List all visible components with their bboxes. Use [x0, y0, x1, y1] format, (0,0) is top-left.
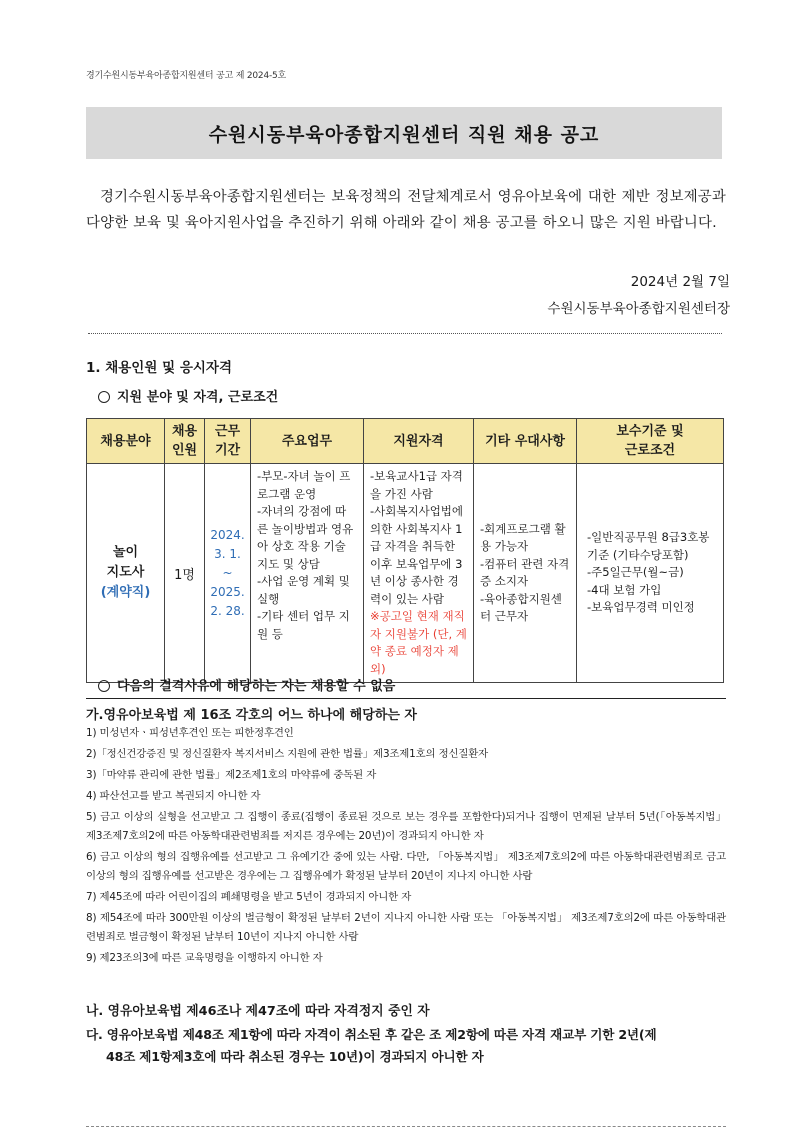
- header-cell: 보수기준 및 근로조건: [577, 419, 724, 464]
- preference-item: -컴퓨터 관련 자격증 소지자: [480, 556, 570, 588]
- condition-item: -일반직공무원 8급3호봉기준 (기타수당포함): [587, 530, 710, 562]
- disqualification-list: [86, 724, 726, 970]
- header-cell: 기타 우대사항: [474, 419, 577, 464]
- header-cell: 지원자격: [364, 419, 474, 464]
- qualification-item: -사회복지사업법에 의한 사회복지사 1급 자격을 취득한 이후 보육업무에 3년 이상 종사한 경력이 있는 사람: [370, 504, 464, 606]
- duty-item: -기타 센터 업무 지원 등: [257, 609, 350, 641]
- subheading-text: 지원 분야 및 자격, 근로조건: [117, 390, 279, 405]
- list-item: 8) 제54조에 따라 300만원 이상의 벌금형이 확정된 날부터 2년이 지나지 아니한 사람 또는 「아동복지법」 제3조제7호의2에 따른 아동학대관련범죄로 벌금형이 확정된 날부터 10년이 지나지 아니한 사람: [86, 912, 726, 944]
- da-line-1: 다. 영유아보육법 제48조 제1항에 따라 자격이 취소된 후 같은 조 제2항에 따른 자격 재교부 기한 2년(제: [86, 1027, 657, 1042]
- list-item: 9) 제23조의3에 따른 교육명령을 이행하지 아니한 자: [86, 952, 323, 965]
- disqualification-da-title: [86, 1024, 730, 1068]
- section-heading: 1. 채용인원 및 응시자격: [86, 360, 232, 376]
- duty-item: -부모-자녀 놀이 프로그램 운영: [257, 469, 351, 501]
- header-cell: 채용분야: [87, 419, 165, 464]
- bottom-divider: [86, 1126, 726, 1127]
- da-line-2: 48조 제1항제3호에 따라 취소된 경우는 10년)이 경과되지 아니한 자: [106, 1049, 484, 1064]
- list-item: 1) 미성년자ㆍ피성년후견인 또는 피한정후견인: [86, 727, 294, 739]
- conditions-cell: [577, 464, 724, 683]
- announcement-date: 2024년 2월 7일: [630, 274, 730, 290]
- page-title: 수원시동부육아종합지원센터 직원 채용 공고: [86, 107, 722, 159]
- condition-item: -4대 보험 가입: [587, 582, 662, 597]
- disqualification-ga-title: 가.영유아보육법 제 16조 각호의 어느 하나에 해당하는 자: [86, 708, 417, 723]
- list-item: 7) 제45조에 따라 어린이집의 폐쇄명령을 받고 5년이 경과되지 아니한 자: [86, 891, 412, 904]
- preference-item: -회계프로그램 활용 가능자: [480, 521, 566, 553]
- qualification-note: ※공고일 현재 재직자 지원불가 (단, 계약 종료 예정자 제외): [370, 609, 467, 676]
- table-header-row: [87, 419, 724, 464]
- section-subheading: [98, 386, 278, 405]
- issuer-name: 수원시동부육아종합지원센터장: [547, 301, 730, 317]
- field-cell: [87, 464, 165, 683]
- disqualification-subheading: [98, 675, 395, 694]
- preferences-cell: [474, 464, 577, 683]
- duty-item: -사업 운영 계획 및 실행: [257, 574, 350, 606]
- preference-item: -육아종합지원센터 근무자: [480, 591, 562, 623]
- dotted-divider: [88, 333, 722, 334]
- header-cell: 채용 인원: [165, 419, 205, 464]
- condition-item: -보육업무경력 미인정: [587, 600, 695, 615]
- field-name: 놀이 지도사: [106, 545, 145, 580]
- field-type: (계약직): [100, 585, 151, 600]
- header-cell: 주요업무: [251, 419, 364, 464]
- subheading-text: 다음의 결격사유에 해당하는 자는 채용할 수 없음: [117, 679, 396, 694]
- list-item: 2)「정신건강증진 및 정신질환자 복지서비스 지원에 관한 법률」제3조제1호의 정신질환자: [86, 748, 489, 761]
- list-item: 6) 금고 이상의 형의 집행유예를 선고받고 그 유예기간 중에 있는 사람. 다만, 「아동복지법」 제3조제7호의2에 따른 아동학대관련범죄로 금고 이상의 형의 집행유예를 선고받은 경우에는 그 집행유예가 확정된 날부터 20년이 지나지 아니한 사람: [86, 851, 726, 883]
- intro-paragraph: 경기수원시동부육아종합지원센터는 보육정책의 전달체계로서 영유아보육에 대한 제반 정보제공과 다양한 보육 및 육아지원사업을 추진하기 위해 아래와 같이 채용 공고를 하오니 많은 지원 바랍니다.: [86, 189, 726, 231]
- count-cell: 1명: [165, 464, 205, 683]
- qualification-item: -보육교사1급 자격을 가진 사람: [370, 469, 463, 501]
- circle-bullet-icon: [98, 391, 110, 403]
- recruitment-table: [86, 418, 724, 683]
- table-row: [87, 464, 724, 683]
- period-cell: 2024. 3. 1. ~ 2025. 2. 28.: [205, 464, 251, 683]
- duties-cell: [251, 464, 364, 683]
- disqualification-na-title: 나. 영유아보육법 제46조나 제47조에 따라 자격정지 중인 자: [86, 1004, 430, 1019]
- list-item: 4) 파산선고를 받고 복권되지 아니한 자: [86, 790, 261, 803]
- list-item: 5) 금고 이상의 실형을 선고받고 그 집행이 종료(집행이 종료된 것으로 보는 경우를 포함한다)되거나 집행이 면제된 날부터 5년(「아동복지법」 제3조제7호의2에 따른 아동학대관련범죄를 저지른 경우에는 20년)이 경과되지 아니한 자: [86, 811, 726, 843]
- circle-bullet-icon: [98, 680, 110, 692]
- qualifications-cell: [364, 464, 474, 683]
- list-item: 3)「마약류 관리에 관한 법률」제2조제1호의 마약류에 중독된 자: [86, 769, 377, 782]
- condition-item: -주5일근무(월~금): [587, 565, 684, 580]
- duty-item: -자녀의 강점에 따른 놀이방법과 영유아 상호 작용 기술 지도 및 상담: [257, 504, 354, 571]
- notice-number: 경기수원시동부육아종합지원센터 공고 제 2024-5호: [86, 71, 287, 81]
- section-divider: [86, 698, 726, 699]
- header-cell: 근무 기간: [205, 419, 251, 464]
